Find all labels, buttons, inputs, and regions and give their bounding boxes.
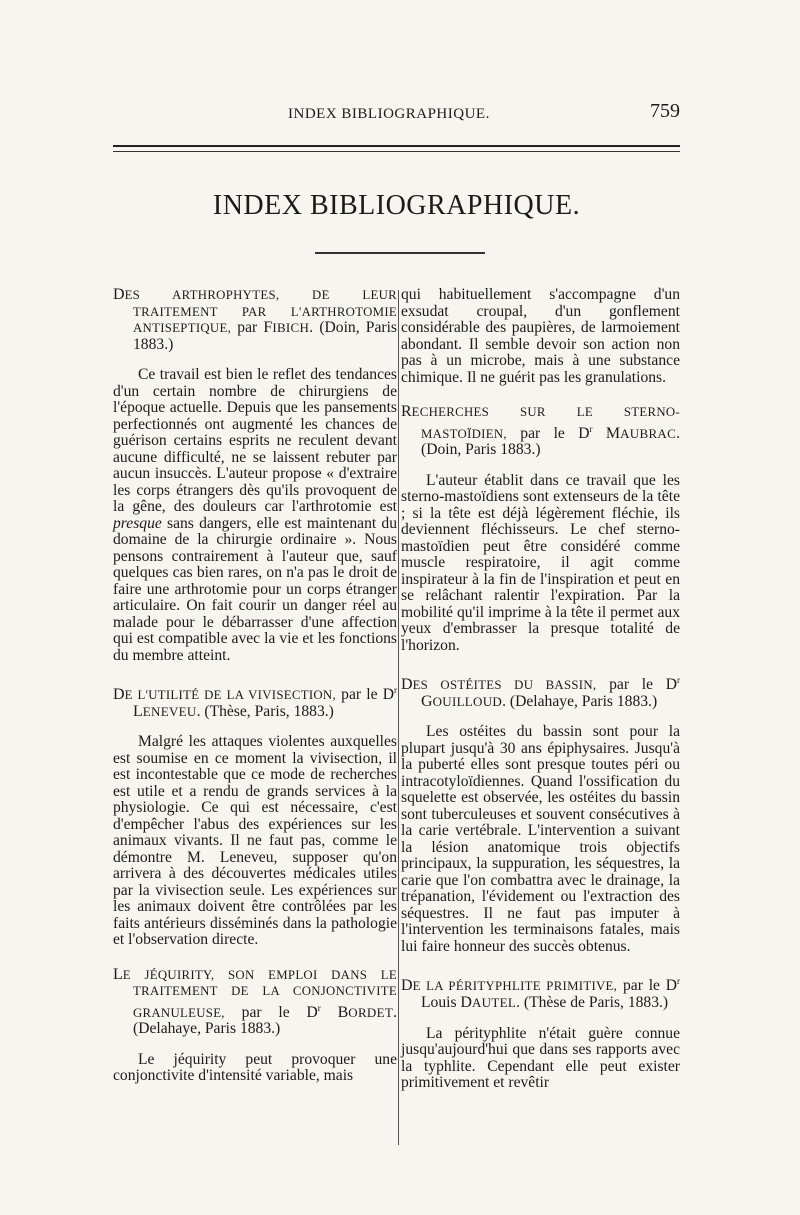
running-title: INDEX BIBLIOGRAPHIQUE. bbox=[288, 106, 490, 122]
entry-body: Les ostéites du bassin sont pour la plupart jusqu'à 30 ans épiphysaires. Jusqu'à la puberté elles sont presque toutes péri ou intracotyloïdiennes. Quand l'ossification du squelette est observée, les ostéites du bassin sont tuberculeuses et souvent consécutives à la carie vertébrale. L'intervention a suivant la lésion anatomique trois objectifs principaux, la suppuration, les séquestres, la carie que l'on combattra avec le drainage, la trépanation, l'évidement ou l'extraction des séquestres. Il ne faut pas imputer à l'intervention les terminaisons fatales, mais lui faire honneur des succès obtenus. bbox=[401, 723, 680, 955]
title-rule bbox=[315, 252, 485, 254]
entry-heading: DE LA PÉRITYPHLITE PRIMITIVE, par le $D^r$ Louis DAUTEL. (Thèse de Paris, 1883.) bbox=[401, 976, 681, 1012]
page-number: 759 bbox=[650, 100, 680, 122]
right-column bbox=[401, 287, 680, 1092]
header-rule-thick bbox=[113, 145, 680, 147]
entry-heading: DES ARTHROPHYTES, DE LEUR TRAITEMENT PAR L'ARTHROTOMIE ANTISEPTIQUE, par FIBICH. (Doin, Paris 1883.) bbox=[113, 286, 397, 353]
entry-body-continuation: qui habituellement s'accompagne d'un exsudat croupal, d'un gonflement considérable des paupières, de larmoiement abondant. Il semble devoir son action non pas à un microbe, mais à une substance chimique. Il ne guérit pas les granulations. bbox=[401, 286, 680, 386]
page-title: INDEX BIBLIOGRAPHIQUE. bbox=[212, 190, 581, 221]
running-head bbox=[110, 100, 680, 130]
entry-body: La pérityphlite n'était guère connue jusqu'aujourd'hui que dans ses rapports avec la typhlite. Cependant elle peut exister primitivement et revêtir bbox=[401, 1024, 680, 1092]
entry-heading: LE JÉQUIRITY, SON EMPLOI DANS LE TRAITEMENT DE LA CONJONCTIVITE GRANULEUSE, par le $D^r$ BORDET. (Delahaye, Paris 1883.) bbox=[113, 965, 398, 1038]
entry-body: Le jéquirity peut provoquer une conjonctivite d'intensité variable, mais bbox=[113, 1050, 397, 1085]
entry-body: Malgré les attaques violentes auxquelles est soumise en ce moment la vivisection, il est incontestable que ce mode de recherches est utile et a rendu de grands services à la physiologie. Ce qui est nécessaire, c'est d'empêcher l'abus des expériences sur les animaux vivants. Il ne faut pas, comme le démontre M. Leneveu, supposer qu'on arrivera à des découvertes médicales utiles par la vivisection seule. Les expériences sur les animaux doivent être contrôlées par les faits antérieurs disséminés dans la pathologie et l'observation directe. bbox=[113, 733, 397, 949]
column-divider bbox=[398, 290, 399, 1145]
entry-body: Ce travail est bien le reflet des tendances d'un certain nombre de chirurgiens de l'époque actuelle. Depuis que les pansements perfectionnés ont augmenté les chances de guérison certains esprits ne reculent devant aucune difficulté, ne se laissent rebuter par aucun insuccès. L'auteur propose « d'extraire les corps étrangers dès qu'ils provoquent de la gêne, des douleurs car l'arthrotomie est presque sans dangers, elle est maintenant du domaine de la chirurgie ordinaire ». Nous pensons contrairement à l'auteur que, sauf quelques cas bien rares, on n'a pas le droit de faire une arthrotomie pour un corps étranger articulaire. On fait courir un danger réel au malade pour le débarrasser d'une affection qui est compatible avec la vie et les fonctions du membre atteint. bbox=[113, 366, 397, 664]
entry-body: L'auteur établit dans ce travail que les sterno-mastoïdiens sont extenseurs de la tête ; si la tête est déjà légèrement fléchie, ils deviennent fléchisseurs. Le chef sterno-mastoïdien peut être considéré comme muscle respiratoire, il agit comme inspirateur à la fin de l'inspiration et peut en se relâchant ralentir l'expiration. Par la mobilité qu'il imprime à la tête il permet aux yeux d'embrasser la presque totalité de l'horizon. bbox=[401, 471, 680, 654]
entry-heading: DES OSTÉITES DU BASSIN, par le $D^r$ GOUILLOUD. (Delahaye, Paris 1883.) bbox=[401, 675, 680, 710]
left-column bbox=[113, 287, 397, 1085]
entry-heading: RECHERCHES SUR LE STERNO-MASTOÏDIEN, par le $D^r$ MAUBRAC. (Doin, Paris 1883.) bbox=[401, 403, 680, 459]
header-rule-thin bbox=[113, 151, 680, 152]
entry-heading: DE L'UTILITÉ DE LA VIVISECTION, par le $D^r$ LENEVEU. (Thèse, Paris, 1883.) bbox=[113, 685, 398, 720]
